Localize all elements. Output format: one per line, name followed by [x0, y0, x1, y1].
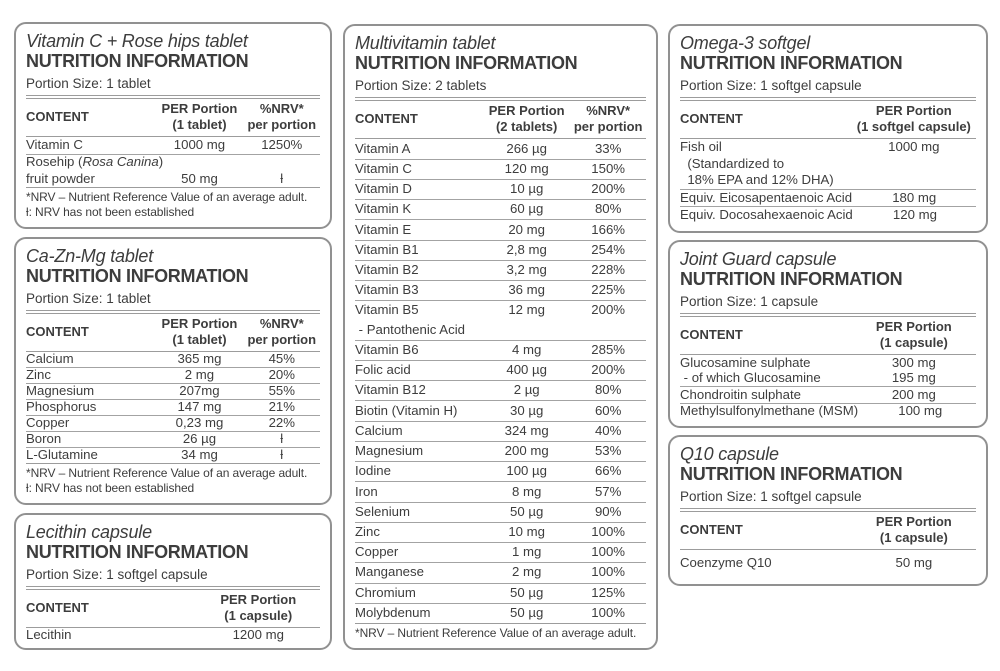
column-content: CONTENT	[680, 521, 743, 537]
header-line: %NRV*	[259, 315, 304, 331]
table-row	[680, 371, 976, 386]
table-row	[680, 189, 976, 207]
row-nrv: 200%	[591, 181, 626, 197]
row-nrv: ƚ	[280, 447, 284, 463]
table-row	[26, 367, 320, 383]
row-value: 2,8 mg	[506, 241, 547, 257]
row-name: Phosphorus	[26, 399, 97, 415]
table-row	[355, 441, 646, 461]
table-header	[355, 101, 646, 140]
row-nrv: 100%	[591, 524, 626, 540]
table-body	[26, 352, 320, 463]
nutrition-information-heading: NUTRITION INFORMATION	[680, 269, 903, 290]
header-line: %NRV*	[259, 100, 304, 116]
table-row	[355, 159, 646, 179]
row-name: Vitamin C	[355, 160, 412, 176]
column-per-portion	[852, 319, 976, 352]
row-name: Equiv. Eicosapentaenoic Acid	[680, 189, 853, 205]
column-per-portion	[483, 103, 570, 136]
table-body	[26, 137, 320, 187]
row-name: Selenium	[355, 503, 410, 519]
row-value: 0,23 mg	[175, 415, 224, 431]
row-name: Calcium	[355, 422, 403, 438]
row-value: 120 mg	[504, 160, 549, 176]
header-line: (1 tablet)	[172, 117, 227, 133]
footnote-line: *NRV – Nutrient Reference Value of an average adult.	[26, 190, 308, 204]
panel-omega-3	[668, 24, 988, 233]
row-nrv: ƚ	[280, 170, 284, 186]
row-name: Biotin (Vitamin H)	[355, 402, 458, 418]
header-line: per portion	[247, 117, 317, 133]
row-value: 1000 mg	[173, 137, 226, 153]
row-nrv: 100%	[591, 604, 626, 620]
table-row	[355, 502, 646, 522]
row-nrv: 33%	[594, 140, 622, 156]
footnote-line: ƚ: NRV has not been established	[26, 205, 195, 219]
row-name: Magnesium	[355, 443, 424, 459]
row-value: 2 mg	[184, 367, 215, 383]
row-name: Chromium	[355, 584, 416, 600]
row-value: 1 mg	[512, 544, 542, 560]
row-value: 180 mg	[892, 189, 937, 205]
row-nrv: 21%	[268, 399, 295, 415]
table-header	[26, 590, 320, 629]
header-line: (1 capsule)	[879, 335, 948, 351]
product-title: Multivitamin tablet	[355, 33, 496, 53]
row-nrv: 60%	[594, 402, 622, 418]
table-row	[680, 386, 976, 402]
row-nrv: 22%	[268, 415, 295, 431]
row-nrv: 90%	[594, 503, 622, 519]
row-name: Vitamin C	[26, 137, 83, 153]
column-content: CONTENT	[26, 599, 89, 615]
row-nrv: 53%	[594, 443, 622, 459]
table-row	[355, 219, 646, 239]
table-row	[355, 603, 646, 623]
table-row	[355, 380, 646, 400]
row-value: 300 mg	[891, 354, 936, 370]
row-name: Iodine	[355, 463, 391, 479]
row-name: - of which Glucosamine	[680, 370, 821, 386]
nutrition-information-heading: NUTRITION INFORMATION	[26, 266, 249, 287]
table-row	[355, 280, 646, 300]
table-row	[355, 562, 646, 582]
table-row	[26, 447, 320, 463]
row-name: (Standardized to	[680, 155, 785, 171]
row-value: 20 mg	[508, 221, 545, 237]
row-name: Chondroitin sulphate	[680, 386, 801, 402]
table-row	[355, 320, 646, 339]
row-value: 207mg	[179, 383, 220, 399]
row-name: Vitamin A	[355, 140, 411, 156]
row-value: 10 µg	[510, 181, 544, 197]
column-content: CONTENT	[680, 326, 743, 342]
header-line: per portion	[247, 332, 317, 348]
table-row	[355, 179, 646, 199]
portion-size: Portion Size: 1 capsule	[680, 293, 819, 309]
table-row	[26, 628, 320, 643]
row-name: Glucosamine sulphate	[680, 354, 811, 370]
row-name: Molybdenum	[355, 604, 431, 620]
row-name: Copper	[355, 544, 399, 560]
nutrition-information-heading: NUTRITION INFORMATION	[26, 542, 249, 563]
header-line: (2 tablets)	[495, 119, 558, 135]
panel-joint-guard	[668, 240, 988, 428]
header-line: %NRV*	[586, 102, 631, 118]
header-line: PER Portion	[875, 513, 952, 529]
column-content: CONTENT	[26, 323, 89, 339]
panel-multivitamin	[343, 24, 658, 650]
row-nrv: 57%	[594, 483, 622, 499]
table-row	[26, 352, 320, 367]
header-line: (1 capsule)	[224, 608, 293, 624]
row-nrv: 166%	[591, 221, 626, 237]
row-name: Copper	[26, 415, 70, 431]
row-name: Zinc	[355, 524, 380, 540]
row-value: 50 mg	[895, 555, 933, 571]
row-name: L-Glutamine	[26, 447, 98, 463]
header-line: PER Portion	[220, 591, 297, 607]
row-value: 3,2 mg	[506, 261, 547, 277]
product-title: Ca-Zn-Mg tablet	[26, 246, 154, 266]
panel-ca-zn-mg	[14, 237, 332, 505]
table-row	[355, 300, 646, 320]
row-value: 30 µg	[510, 402, 544, 418]
product-title: Omega-3 softgel	[680, 33, 811, 53]
footnotes	[355, 623, 646, 641]
table-body	[355, 139, 646, 623]
table-row	[355, 240, 646, 260]
table-header	[680, 317, 976, 356]
table-row	[355, 199, 646, 219]
row-name: 18% EPA and 12% DHA)	[680, 172, 834, 188]
column-nrv	[570, 103, 646, 136]
row-name: Equiv. Docosahexaenoic Acid	[680, 207, 853, 223]
row-value: 50 µg	[510, 584, 544, 600]
row-name-part: Rosehip (	[26, 154, 83, 170]
nutrition-information-heading: NUTRITION INFORMATION	[355, 53, 578, 74]
row-value: 324 mg	[504, 422, 549, 438]
table-row	[355, 461, 646, 481]
header-line: (1 softgel capsule)	[856, 119, 971, 135]
product-title: Vitamin C + Rose hips tablet	[26, 31, 248, 51]
table-row	[680, 355, 976, 370]
header-line: PER Portion	[488, 102, 565, 118]
product-title: Lecithin capsule	[26, 522, 152, 542]
row-value: 12 mg	[508, 302, 545, 318]
footnote-line: *NRV – Nutrient Reference Value of an average adult.	[26, 466, 308, 480]
table-row	[26, 399, 320, 415]
row-value: 147 mg	[177, 399, 222, 415]
table-row	[355, 360, 646, 380]
table-row	[26, 415, 320, 431]
row-value: 1200 mg	[232, 627, 284, 643]
row-value: 200 mg	[504, 443, 549, 459]
header-line: PER Portion	[161, 315, 238, 331]
table-header	[680, 101, 976, 140]
row-name: Fish oil	[680, 139, 722, 155]
row-value: 34 mg	[181, 447, 218, 463]
row-value: 266 µg	[506, 140, 547, 156]
row-name: Iron	[355, 483, 378, 499]
table-row	[355, 542, 646, 562]
table-row	[680, 156, 976, 173]
row-nrv: 100%	[591, 564, 626, 580]
table-header	[26, 99, 320, 138]
row-name-part: )	[158, 154, 164, 170]
table-row	[26, 383, 320, 399]
row-value: 50 µg	[510, 604, 544, 620]
table-row	[355, 481, 646, 501]
table-row	[355, 522, 646, 542]
row-name: Methylsulfonylmethane (MSM)	[680, 402, 859, 418]
row-value: 400 µg	[506, 362, 547, 378]
table-row	[355, 340, 646, 360]
row-value: 36 mg	[508, 282, 545, 298]
portion-size: Portion Size: 2 tablets	[355, 77, 487, 93]
table-row	[680, 206, 976, 224]
table-header	[26, 314, 320, 353]
row-name: Vitamin E	[355, 221, 412, 237]
row-nrv: 100%	[591, 544, 626, 560]
nutrition-information-heading: NUTRITION INFORMATION	[680, 53, 903, 74]
portion-size: Portion Size: 1 tablet	[26, 75, 151, 91]
portion-size: Portion Size: 1 softgel capsule	[680, 488, 862, 504]
column-nrv	[244, 316, 320, 349]
table-body	[680, 355, 976, 419]
row-nrv: 150%	[591, 160, 626, 176]
table-row	[355, 139, 646, 158]
table-row	[26, 137, 320, 153]
column-per-portion	[852, 514, 976, 547]
row-name: Vitamin K	[355, 201, 412, 217]
row-name: Vitamin B6	[355, 341, 419, 357]
table-row	[26, 154, 320, 171]
header-line: (1 tablet)	[172, 332, 227, 348]
column-per-portion	[852, 103, 976, 136]
row-nrv: 20%	[268, 367, 295, 383]
table-row	[680, 172, 976, 189]
row-value: 100 µg	[506, 463, 547, 479]
row-nrv: 80%	[594, 201, 622, 217]
row-value: 195 mg	[891, 370, 936, 386]
row-value: 10 mg	[508, 524, 545, 540]
table-row	[26, 171, 320, 187]
row-nrv: 200%	[591, 362, 626, 378]
table-row	[680, 139, 976, 156]
row-name: Vitamin B1	[355, 241, 419, 257]
row-name: Coenzyme Q10	[680, 555, 772, 571]
row-name: Magnesium	[26, 383, 95, 399]
header-line: per portion	[573, 119, 643, 135]
portion-size: Portion Size: 1 tablet	[26, 290, 151, 306]
row-name: Folic acid	[355, 362, 411, 378]
row-name: Boron	[26, 431, 62, 447]
column-nrv	[244, 101, 320, 134]
row-nrv: 80%	[594, 382, 622, 398]
footnote-line: *NRV – Nutrient Reference Value of an average adult.	[355, 626, 637, 640]
row-value: 50 mg	[181, 170, 218, 186]
row-value: 2 mg	[512, 564, 542, 580]
row-value: 4 mg	[512, 341, 542, 357]
row-nrv: 285%	[591, 341, 626, 357]
portion-size: Portion Size: 1 softgel capsule	[26, 566, 208, 582]
row-value: 1000 mg	[888, 139, 940, 155]
table-header	[680, 512, 976, 551]
row-nrv: 40%	[594, 422, 622, 438]
row-name: Vitamin B2	[355, 261, 419, 277]
row-name: Lecithin	[26, 627, 72, 643]
header-line: PER Portion	[875, 102, 952, 118]
row-nrv: 125%	[591, 584, 626, 600]
row-value: 200 mg	[891, 386, 936, 402]
panel-vitamin-c-rose-hips	[14, 22, 332, 229]
table-body	[680, 550, 976, 577]
row-nrv: 228%	[591, 261, 626, 277]
row-nrv: 200%	[591, 302, 626, 318]
row-value: 365 mg	[177, 351, 222, 367]
table-row	[26, 431, 320, 447]
panel-lecithin	[14, 513, 332, 650]
header-line: PER Portion	[875, 318, 952, 334]
panel-q10	[668, 435, 988, 586]
header-line: PER Portion	[161, 100, 238, 116]
row-name: Manganese	[355, 564, 424, 580]
row-value: 60 µg	[510, 201, 544, 217]
row-nrv: 55%	[268, 383, 295, 399]
row-name	[26, 155, 163, 170]
row-value: 100 mg	[898, 402, 943, 418]
column-per-portion	[155, 101, 243, 134]
product-title: Joint Guard capsule	[680, 249, 837, 269]
table-row	[680, 550, 976, 577]
row-name: Vitamin B5	[355, 302, 419, 318]
row-nrv: 1250%	[261, 137, 303, 153]
portion-size: Portion Size: 1 softgel capsule	[680, 77, 862, 93]
row-value: 8 mg	[512, 483, 542, 499]
row-value: 26 µg	[182, 431, 217, 447]
table-row	[355, 260, 646, 280]
nutrition-information-heading: NUTRITION INFORMATION	[680, 464, 903, 485]
row-name: Vitamin B12	[355, 382, 426, 398]
footnotes	[26, 187, 320, 220]
row-value: 2 µg	[513, 382, 540, 398]
row-name: Vitamin D	[355, 181, 412, 197]
column-content: CONTENT	[355, 110, 418, 126]
row-name-part: Rosa Canina	[82, 154, 159, 170]
table-body	[680, 139, 976, 224]
row-value: 50 µg	[510, 503, 544, 519]
table-row	[355, 583, 646, 603]
table-row	[355, 421, 646, 441]
row-name: Zinc	[26, 367, 51, 383]
footnote-line: ƚ: NRV has not been established	[26, 481, 195, 495]
row-nrv: ƚ	[280, 431, 284, 447]
row-name: Vitamin B3	[355, 282, 419, 298]
row-nrv: 225%	[591, 282, 626, 298]
header-line: (1 capsule)	[879, 530, 948, 546]
table-body	[26, 628, 320, 641]
column-content: CONTENT	[680, 110, 743, 126]
row-nrv: 45%	[268, 351, 295, 367]
row-value: 120 mg	[892, 207, 937, 223]
table-row	[680, 403, 976, 419]
column-per-portion	[197, 592, 320, 625]
row-nrv: 254%	[591, 241, 626, 257]
row-name: Calcium	[26, 351, 74, 367]
row-nrv: 66%	[594, 463, 622, 479]
footnotes	[26, 463, 320, 496]
row-name: fruit powder	[26, 170, 95, 186]
product-title: Q10 capsule	[680, 444, 779, 464]
row-name: - Pantothenic Acid	[355, 321, 465, 337]
table-row	[355, 400, 646, 420]
column-content: CONTENT	[26, 108, 89, 124]
nutrition-information-heading: NUTRITION INFORMATION	[26, 51, 249, 72]
column-per-portion	[155, 316, 243, 349]
